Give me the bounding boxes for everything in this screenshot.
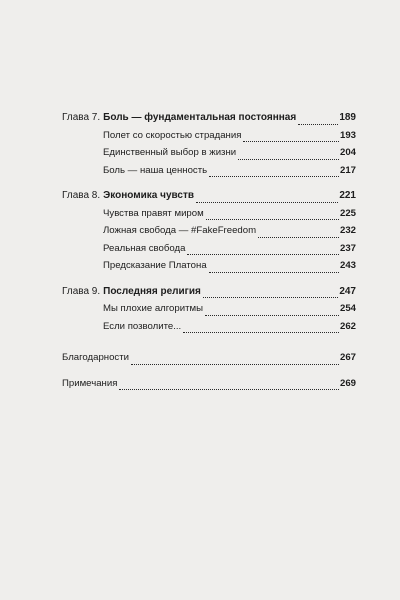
section-title: Предсказание Платона xyxy=(103,260,207,271)
toc-chapter-9[interactable] xyxy=(62,286,356,304)
page-number: 237 xyxy=(339,242,356,254)
dot-leader xyxy=(209,272,339,273)
dot-leader xyxy=(205,315,339,316)
toc-chapter-8[interactable] xyxy=(62,190,356,208)
table-of-contents xyxy=(62,112,356,395)
page-number: 247 xyxy=(339,285,356,297)
dot-leader xyxy=(209,176,339,177)
page-number: 221 xyxy=(339,190,356,201)
toc-acknowledgements[interactable] xyxy=(62,352,356,370)
section-title: Если позволите... xyxy=(103,320,182,332)
spacer xyxy=(62,370,356,378)
toc-entry[interactable] xyxy=(62,130,356,148)
spacer xyxy=(62,182,356,190)
section-title: Благодарности xyxy=(62,352,129,363)
toc-entry[interactable] xyxy=(62,208,356,226)
dot-leader xyxy=(183,332,339,333)
page-number: 217 xyxy=(339,164,356,176)
page-number: 243 xyxy=(339,260,356,271)
page-number: 269 xyxy=(339,377,356,389)
page-number: 225 xyxy=(339,207,356,219)
toc-entry[interactable] xyxy=(62,225,356,243)
toc-entry[interactable] xyxy=(62,321,356,339)
section-title: Мы плохие алгоритмы xyxy=(103,303,203,314)
page-number: 193 xyxy=(339,129,356,141)
dot-leader xyxy=(206,219,339,220)
section-title: Полет со скоростью страдания xyxy=(103,129,242,141)
page-number: 254 xyxy=(339,303,356,314)
toc-entry[interactable] xyxy=(62,147,356,165)
toc-entry[interactable] xyxy=(62,260,356,278)
dot-leader xyxy=(238,159,339,160)
dot-leader xyxy=(258,237,339,238)
chapter-title: Экономика чувств xyxy=(103,190,195,201)
section-title: Боль — наша ценность xyxy=(103,164,208,176)
section-title: Реальная свобода xyxy=(103,242,186,254)
section-title: Единственный выбор в жизни xyxy=(103,147,237,158)
chapter-title: Боль — фундаментальная постоянная xyxy=(103,112,297,123)
chapter-number: Глава 8. xyxy=(62,190,101,201)
dot-leader xyxy=(298,124,338,125)
dot-leader xyxy=(131,364,339,365)
page-number: 204 xyxy=(339,147,356,158)
page-number: 232 xyxy=(339,225,356,236)
toc-entry[interactable] xyxy=(62,165,356,183)
page-number: 189 xyxy=(339,112,356,123)
chapter-number: Глава 7. xyxy=(62,112,101,123)
spacer xyxy=(62,338,356,352)
toc-entry[interactable] xyxy=(62,303,356,321)
page-number: 262 xyxy=(339,320,356,332)
toc-notes[interactable] xyxy=(62,378,356,396)
chapter-number: Глава 9. xyxy=(62,285,101,297)
toc-entry[interactable] xyxy=(62,243,356,261)
dot-leader xyxy=(243,141,339,142)
spacer xyxy=(62,278,356,286)
section-title: Чувства правят миром xyxy=(103,207,204,219)
chapter-title: Последняя религия xyxy=(103,285,201,297)
dot-leader xyxy=(119,389,339,390)
section-title: Примечания xyxy=(62,377,118,389)
dot-leader xyxy=(196,202,338,203)
page-number: 267 xyxy=(339,352,356,363)
section-title: Ложная свобода — #FakeFreedom xyxy=(103,225,257,236)
dot-leader xyxy=(203,297,339,298)
toc-chapter-7[interactable] xyxy=(62,112,356,130)
dot-leader xyxy=(187,254,339,255)
